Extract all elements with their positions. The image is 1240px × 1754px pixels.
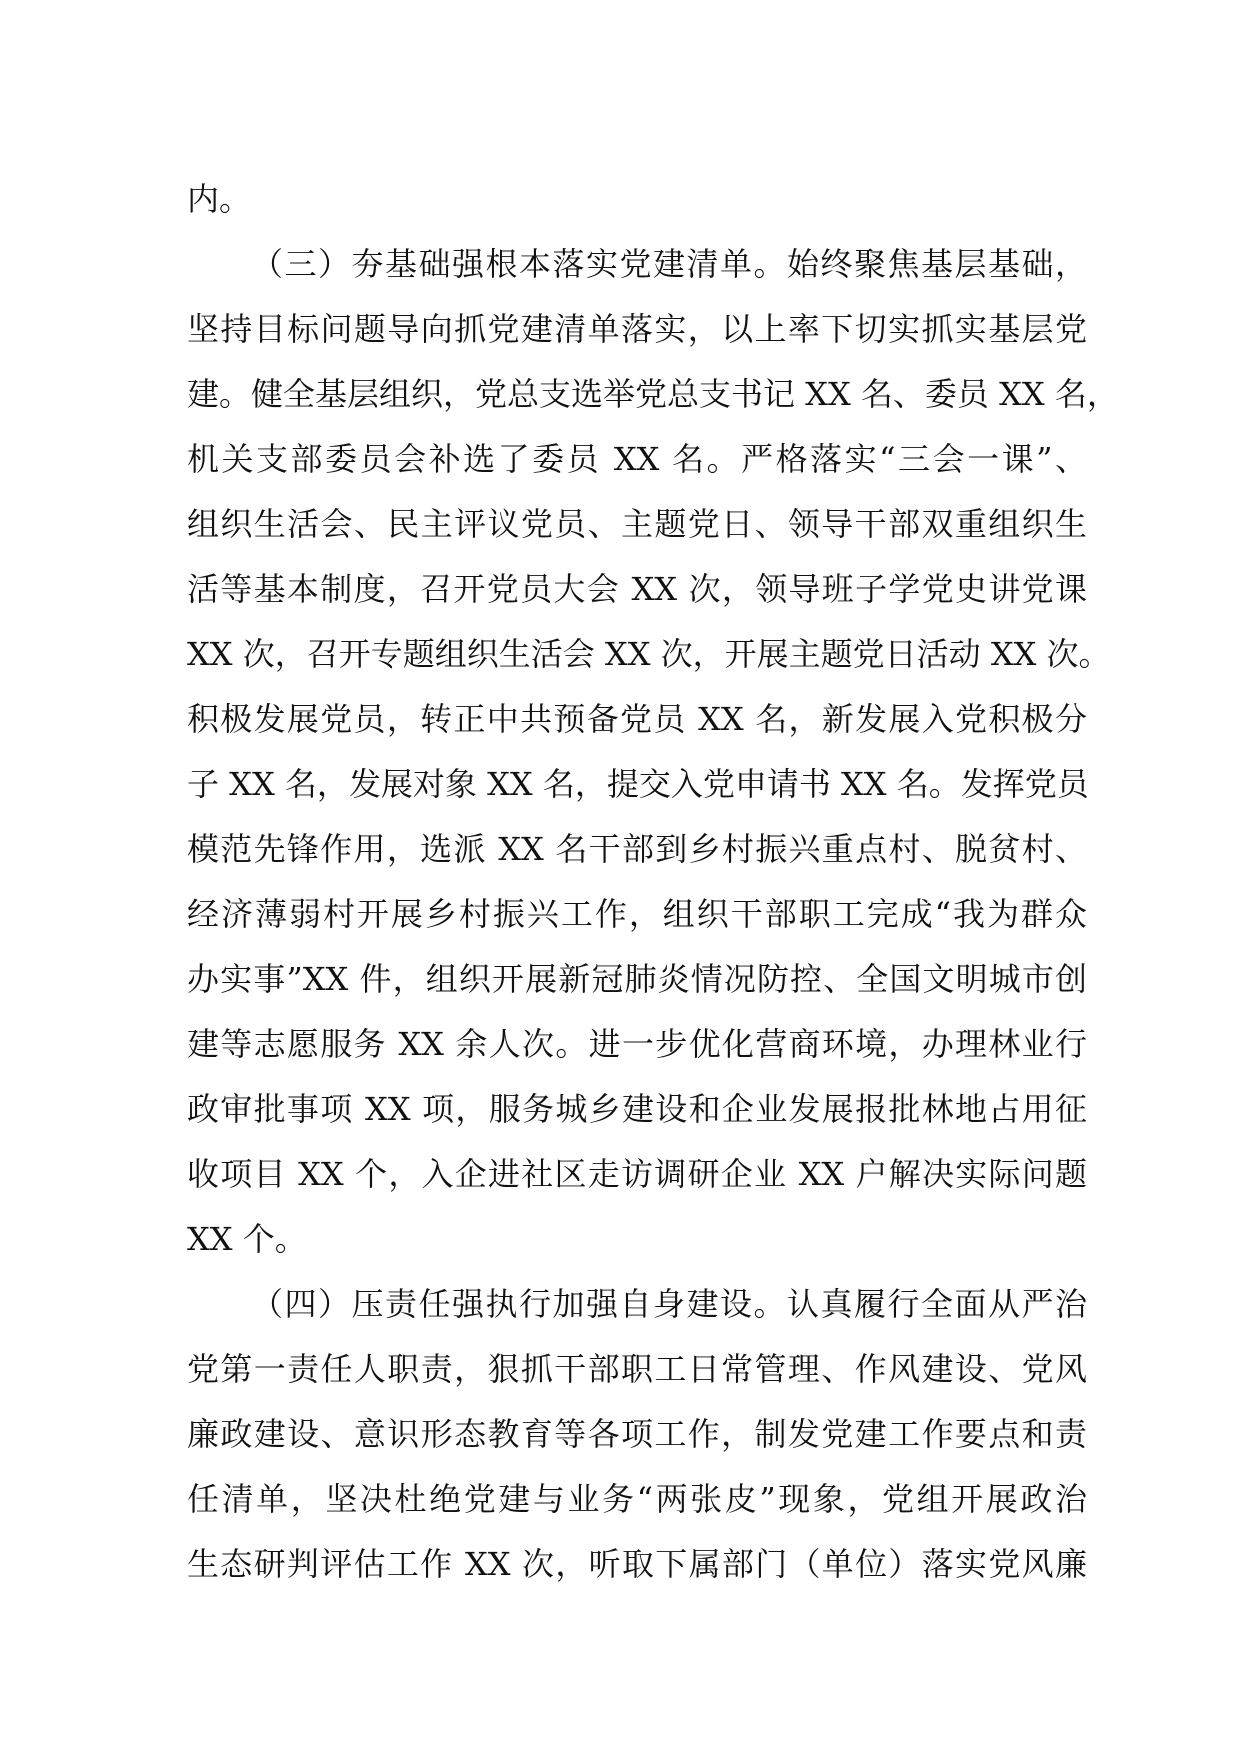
text-line: 生态研判评估工作 XX 次，听取下属部门（单位）落实党风廉 [187, 1545, 1087, 1583]
text-line: XX 次，召开专题组织生活会 XX 次，开展主题党日活动 XX 次。 [187, 635, 1111, 673]
text-line: XX 个。 [187, 1220, 307, 1258]
text-line: 积极发展党员，转正中共预备党员 XX 名，新发展入党积极分 [187, 700, 1087, 738]
text-line: 内。 [187, 180, 252, 218]
text-line: 建。健全基层组织，党总支选举党总支书记 XX 名、委员 XX 名， [187, 375, 1119, 413]
text-line: 子 XX 名，发展对象 XX 名，提交入党申请书 XX 名。发挥党员 [187, 765, 1089, 803]
text-line: 坚持目标问题导向抓党建清单落实，以上率下切实抓实基层党 [187, 310, 1087, 348]
text-line: 建等志愿服务 XX 余人次。进一步优化营商环境，办理林业行 [187, 1025, 1087, 1063]
text-line: 任清单，坚决杜绝党建与业务“两张皮”现象，党组开展政治 [187, 1480, 1087, 1518]
text-line: 廉政建设、意识形态教育等各项工作，制发党建工作要点和责 [187, 1415, 1087, 1453]
section-heading-line: （三）夯基础强根本落实党建清单。始终聚焦基层基础， [251, 245, 1087, 283]
text-line: 模范先锋作用，选派 XX 名干部到乡村振兴重点村、脱贫村、 [187, 830, 1087, 868]
text-line: 活等基本制度，召开党员大会 XX 次，领导班子学党史讲党课 [187, 570, 1087, 608]
body-text [187, 167, 1119, 1597]
text-line: 办实事”XX 件，组织开展新冠肺炎情况防控、全国文明城市创 [187, 960, 1087, 998]
text-line: 机关支部委员会补选了委员 XX 名。严格落实“三会一课”、 [187, 440, 1087, 478]
text-line: 收项目 XX 个，入企进社区走访调研企业 XX 户解决实际问题 [187, 1155, 1087, 1193]
text-line: 政审批事项 XX 项，服务城乡建设和企业发展报批林地占用征 [187, 1090, 1087, 1128]
text-line: 组织生活会、民主评议党员、主题党日、领导干部双重组织生 [187, 505, 1087, 543]
text-line: 经济薄弱村开展乡村振兴工作，组织干部职工完成“我为群众 [187, 895, 1087, 933]
section-heading-line: （四）压责任强执行加强自身建设。认真履行全面从严治 [251, 1285, 1087, 1323]
text-line: 党第一责任人职责，狠抓干部职工日常管理、作风建设、党风 [187, 1350, 1087, 1388]
